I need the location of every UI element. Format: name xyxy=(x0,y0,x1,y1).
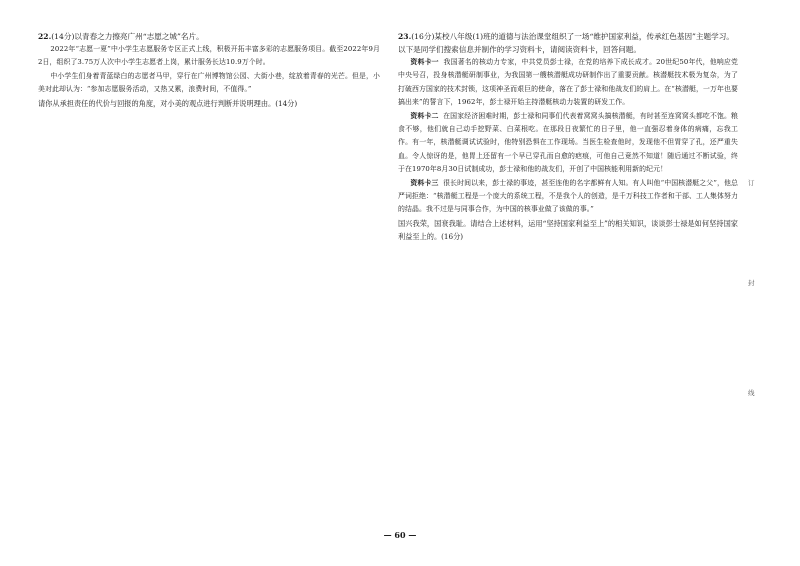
question-23-score: (16分) xyxy=(411,32,435,41)
question-22-number: 22. xyxy=(38,32,52,41)
material-card-2-label: 资料卡二 xyxy=(410,111,439,120)
question-23-intro: 某校八年级(1)班的道德与法治课堂组织了一场“维护国家利益，传承红色基因”主题学习。以下是同学们搜索信息并制作的学习资料卡，请阅读资料卡，回答问题。 xyxy=(398,32,734,54)
question-22-score: (14分) xyxy=(51,32,75,41)
material-card-3-text: 很长时间以来，彭士禄的事迹，甚至连他的名字都鲜有人知。有人叫他“中国核潜艇之父”，他总严词拒绝：“核潜艇工程是一个庞大的系统工程，不是我个人的创造，是千万科技工作者和干部、工人集体努力的结晶。我不过是与同事合作，为中国的核事业做了该做的事。” xyxy=(398,178,738,214)
question-22-paragraph-2: 中小学生们身着青蓝绿白的志愿者马甲，穿行在广州博物馆公园、大街小巷，绽放着青春的光芒。但是，小美对此却认为：“参加志愿服务活动，又热又累，浪费时间，不值得。” xyxy=(38,71,380,94)
material-card-1-label: 资料卡一 xyxy=(410,58,439,66)
material-card-3 xyxy=(398,177,738,217)
margin-mark-ding: 订 xyxy=(748,179,755,187)
question-22-header xyxy=(38,30,380,43)
question-22 xyxy=(38,30,380,110)
material-card-3-label: 资料卡三 xyxy=(410,178,439,187)
question-22-paragraph-1: 2022年“志愿一夏”中小学生志愿服务专区正式上线，积极开拓丰富多彩的志愿服务项目。截至2022年9月2日，组织了3.75万人次中小学生志愿者上岗，累计服务长达10.9万个时。 xyxy=(38,45,380,67)
material-card-1 xyxy=(398,56,738,110)
question-23-prompt: 国兴我荣，国衰我耻。请结合上述材料，运用“坚持国家利益至上”的相关知识，谈谈彭士禄是如何坚持国家利益至上的。(16分) xyxy=(398,218,738,242)
question-22-title: 以青春之力擦亮广州“志愿之城”名片。 xyxy=(74,32,204,41)
question-22-prompt: 请你从承担责任的代价与回报的角度，对小美的观点进行判断并说明理由。(14分) xyxy=(38,98,298,108)
margin-mark-feng: 封 xyxy=(748,279,755,287)
question-23 xyxy=(398,30,738,244)
material-card-1-text: 我国著名的核动力专家，中共党员彭士禄，在党的培养下成长成才。20世纪50年代，他响应党中央号召，投身核潜艇研制事业，为我国第一艘核潜艇成功研制作出了重要贡献。核潜艇技术极为复杂，为了打破西方国家的技术封锁，这项神圣而艰巨的使命，落在了彭士禄和他战友们的肩上。在“核潜艇，一万年也要搞出来”的誓言下，1962年，彭士禄开始主持潜艇核动力装置的研发工作。 xyxy=(398,58,738,107)
question-23-number: 23. xyxy=(398,32,412,41)
material-card-2-text: 在国家经济困难时期，彭士禄和同事们代表着窝窝头搞核潜艇，有时甚至连窝窝头都吃不饱。粮食不够，他们就自己动手挖野菜、白菜根吃。在那段日夜繁忙的日子里，他一直强忍着身体的病痛，忘我工作。有一年，核潜艇调试试验时，他特别恐惧在工作现场。当医生检查他时，发现他不但胃穿了孔，还严重失血。令人惊讶的是，他胃上还留有一个早已穿孔而自愈的疤痕，可他自己竟然不知道！随后通过不断试验，终于在1970年8月30日试制成功，彭士禄和他的战友们，开创了中国核能利用新的纪元！ xyxy=(398,111,738,174)
material-card-2 xyxy=(398,110,738,177)
question-23-header xyxy=(398,30,738,56)
page-number: — 60 — xyxy=(383,530,417,540)
margin-mark-xian: 线 xyxy=(748,389,755,397)
